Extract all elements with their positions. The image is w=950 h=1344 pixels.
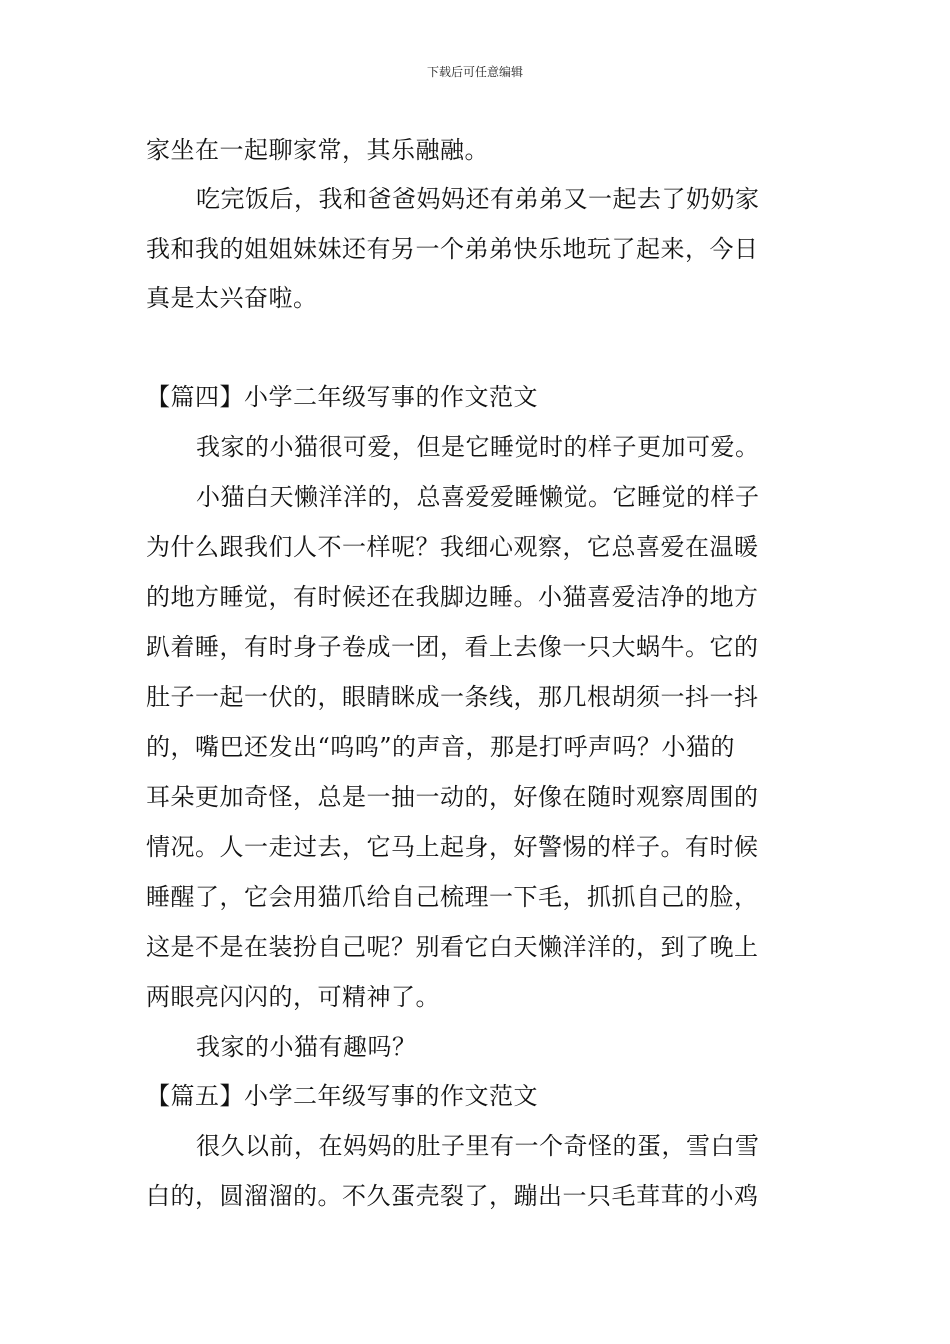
- paragraph-line: 很久以前，在妈妈的肚子里有一个奇怪的蛋，雪白雪: [196, 1132, 760, 1160]
- paragraph-line: 家坐在一起聊家常，其乐融融。: [146, 136, 489, 164]
- paragraph-line: 白的，圆溜溜的。不久蛋壳裂了，蹦出一只毛茸茸的小鸡: [146, 1182, 759, 1210]
- paragraph-line: 我家的小猫很可爱，但是它睡觉时的样子更加可爱。: [196, 433, 760, 461]
- paragraph-line: 耳朵更加奇怪，总是一抽一动的，好像在随时观察周围的: [146, 783, 759, 811]
- paragraph-line: 睡醒了，它会用猫爪给自己梳理一下毛，抓抓自己的脸，: [146, 883, 759, 911]
- paragraph-line: 吃完饭后，我和爸爸妈妈还有弟弟又一起去了奶奶家: [196, 185, 760, 213]
- section-heading: 【篇五】小学二年级写事的作文范文: [146, 1082, 538, 1110]
- paragraph-line: 我和我的姐姐妹妹还有另一个弟弟快乐地玩了起来，今日: [146, 235, 759, 263]
- page-header: 下载后可任意编辑: [426, 65, 523, 79]
- paragraph-line: 的，嘴巴还发出“呜呜”的声音，那是打呼声吗？小猫的: [146, 733, 736, 761]
- paragraph-line: 我家的小猫有趣吗？: [196, 1033, 417, 1061]
- paragraph-line: 情况。人一走过去，它马上起身，好警惕的样子。有时候: [146, 833, 759, 861]
- paragraph-line: 为什么跟我们人不一样呢？我细心观察，它总喜爱在温暖: [146, 533, 759, 561]
- paragraph-line: 两眼亮闪闪的，可精神了。: [146, 983, 440, 1011]
- section-heading: 【篇四】小学二年级写事的作文范文: [146, 383, 538, 411]
- paragraph-line: 趴着睡，有时身子卷成一团，看上去像一只大蜗牛。它的: [146, 633, 759, 661]
- paragraph-line: 肚子一起一伏的，眼睛眯成一条线，那几根胡须一抖一抖: [146, 683, 759, 711]
- paragraph-line: 的地方睡觉，有时候还在我脚边睡。小猫喜爱洁净的地方: [146, 583, 759, 611]
- paragraph-line: 小猫白天懒洋洋的，总喜爱爱睡懒觉。它睡觉的样子: [196, 483, 760, 511]
- paragraph-line: 这是不是在装扮自己呢？别看它白天懒洋洋的，到了晚上: [146, 933, 759, 961]
- paragraph-line: 真是太兴奋啦。: [146, 284, 318, 312]
